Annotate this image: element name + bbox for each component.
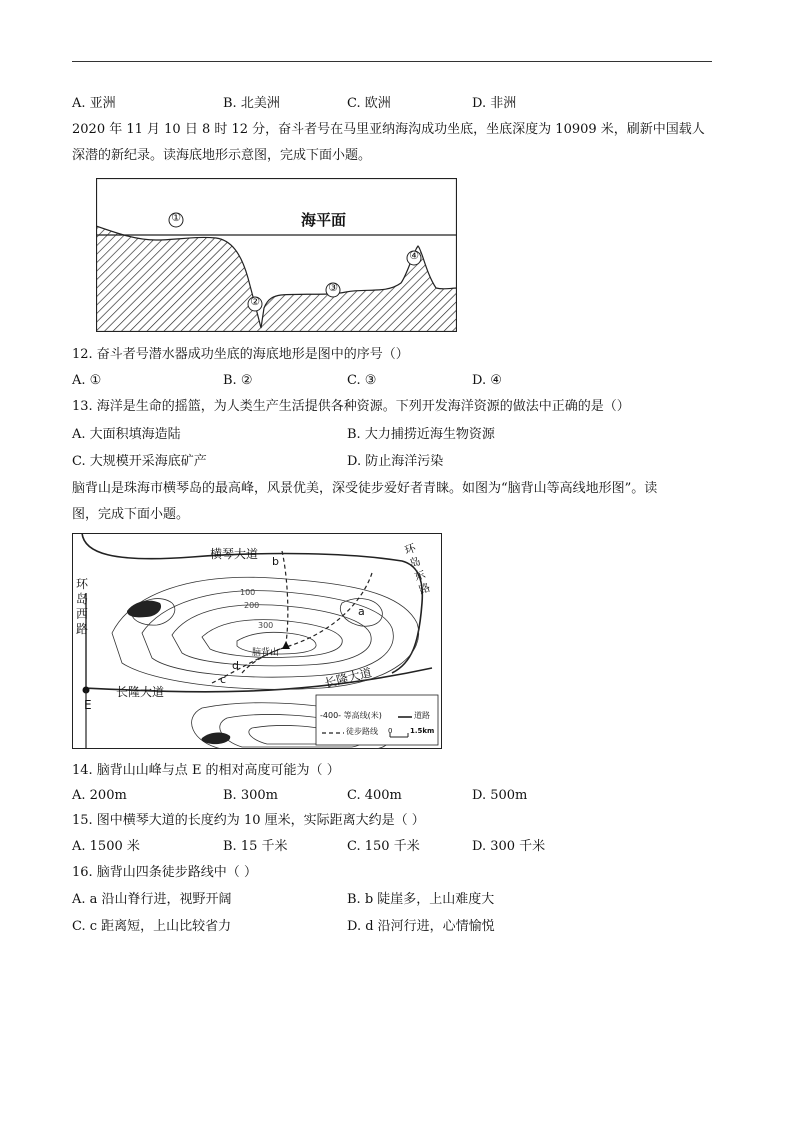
q16-option-b[interactable]: B. b 陡崖多，上山难度大	[347, 892, 495, 907]
q11-option-c[interactable]: C. 欧洲	[347, 96, 391, 111]
intro2-line-2: 图，完成下面小题。	[72, 507, 190, 522]
q16-option-a[interactable]: A. a 沿山脊行进，视野开阔	[72, 892, 232, 907]
legend-scale-zero: 0	[388, 727, 393, 735]
q14-option-b[interactable]: B. 300m	[223, 788, 278, 803]
q14-option-c[interactable]: C. 400m	[347, 788, 402, 803]
q15-stem: 15. 图中横琴大道的长度约为 10 厘米，实际距离大约是（ ）	[72, 813, 425, 828]
intro1-line-2: 深潜的新纪录。读海底地形示意图，完成下面小题。	[72, 148, 372, 163]
marker-2: ②	[250, 295, 260, 308]
route-label-b: b	[272, 555, 279, 568]
q14-option-d[interactable]: D. 500m	[472, 788, 528, 803]
q13-stem: 13. 海洋是生命的摇篮，为人类生产生活提供各种资源。下列开发海洋资源的做法中正确的是（）	[72, 399, 630, 414]
marker-1: ①	[171, 211, 181, 224]
peak-label: 脑背山	[252, 648, 280, 658]
q11-option-d[interactable]: D. 非洲	[472, 96, 517, 111]
q15-option-b[interactable]: B. 15 千米	[223, 839, 288, 854]
q12-option-a[interactable]: A. ①	[72, 373, 102, 388]
legend-road: 道路	[414, 711, 430, 720]
road-label-changlong-left: 长隆大道	[116, 685, 165, 699]
q13-option-a[interactable]: A. 大面积填海造陆	[72, 427, 181, 442]
header-rule	[72, 61, 712, 62]
road-label-henqin: 横琴大道	[210, 547, 259, 561]
marker-4: ④	[409, 249, 419, 262]
road-label-east: 环岛东路	[402, 541, 432, 597]
road-label-changlong-right: 长隆大道	[323, 665, 374, 691]
q13-option-b[interactable]: B. 大力捕捞近海生物资源	[347, 427, 495, 442]
q11-option-a[interactable]: A. 亚洲	[72, 96, 116, 111]
legend-trail: 徒步路线	[346, 727, 378, 736]
q12-option-c[interactable]: C. ③	[347, 373, 377, 388]
q15-option-d[interactable]: D. 300 千米	[472, 839, 546, 854]
route-label-c: c	[220, 673, 227, 686]
point-e-label: E	[84, 698, 92, 712]
legend-contour: -400- 等高线(米)	[320, 711, 382, 720]
seafloor-figure	[96, 178, 457, 332]
sea-level-label: 海平面	[301, 211, 347, 229]
q11-option-b[interactable]: B. 北美洲	[223, 96, 280, 111]
q14-stem: 14. 脑背山山峰与点 E 的相对高度可能为（ ）	[72, 763, 340, 778]
q12-option-b[interactable]: B. ②	[223, 373, 253, 388]
q16-stem: 16. 脑背山四条徒步路线中（ ）	[72, 865, 257, 880]
contour-map	[72, 533, 442, 749]
road-label-west: 环岛西路	[76, 577, 89, 636]
q13-option-d[interactable]: D. 防止海洋污染	[347, 454, 444, 469]
q14-option-a[interactable]: A. 200m	[72, 788, 127, 803]
q15-option-a[interactable]: A. 1500 米	[72, 839, 140, 854]
route-label-d: d	[232, 659, 239, 672]
q16-option-c[interactable]: C. c 距离短，上山比较省力	[72, 919, 232, 934]
intro1-line-1: 2020 年 11 月 10 日 8 时 12 分，奋斗者号在马里亚纳海沟成功坐底，坐底深度为 10909 米，刷新中国载人	[72, 122, 705, 137]
q15-option-c[interactable]: C. 150 千米	[347, 839, 420, 854]
marker-3: ③	[328, 281, 338, 294]
legend-scale: 1.5km	[410, 727, 435, 735]
q12-option-d[interactable]: D. ④	[472, 373, 502, 388]
q16-option-d[interactable]: D. d 沿河行进，心情愉悦	[347, 919, 495, 934]
route-label-a: a	[358, 605, 365, 618]
contour-label-300: 300	[258, 621, 274, 630]
q13-option-c[interactable]: C. 大规模开采海底矿产	[72, 454, 207, 469]
contour-label-100: 100	[240, 588, 256, 597]
intro2-line-1: 脑背山是珠海市横琴岛的最高峰，风景优美，深受徒步爱好者青睐。如图为“脑背山等高线地形图”。读	[72, 481, 658, 496]
q12-stem: 12. 奋斗者号潜水器成功坐底的海底地形是图中的序号（）	[72, 347, 409, 362]
contour-label-200: 200	[244, 601, 260, 610]
